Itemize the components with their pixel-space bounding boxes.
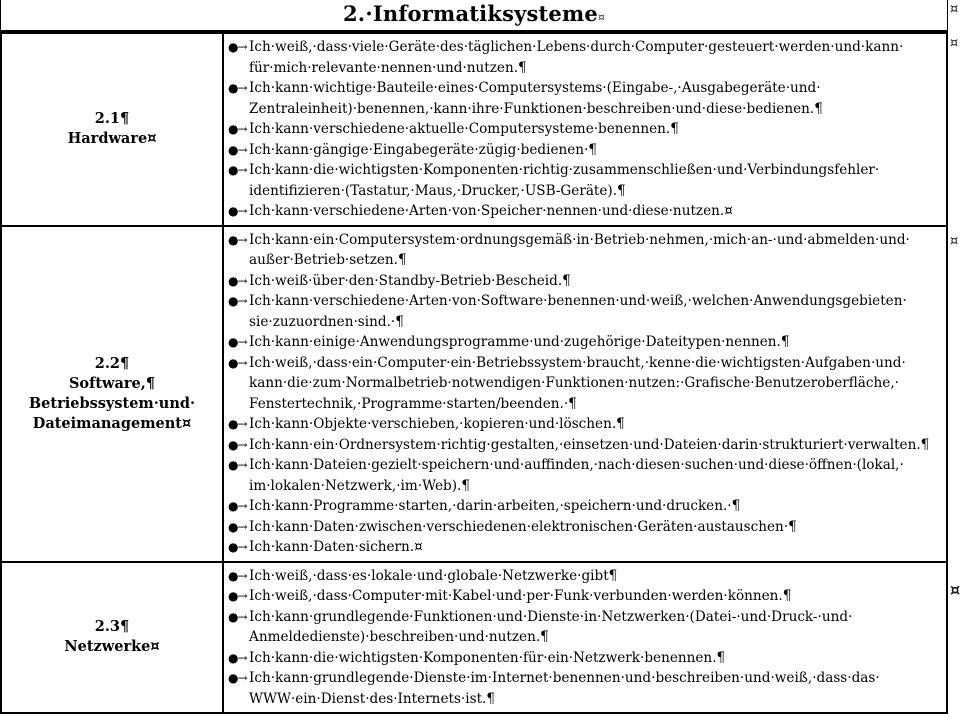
- section-heading-cell: [1, 33, 223, 226]
- list-item: ●→ Ich·kann·Programme·starten,·darin·arbeiten,·speichern·und·drucken.·¶: [228, 496, 940, 517]
- title-cell-mark: ¤: [597, 11, 605, 24]
- section-name: Software,¶: [68, 374, 156, 392]
- list-item: ●→ Ich·kann·ein·Ordnersystem·richtig·gestalten,·einsetzen·und·Dateien·darin·strukturiert·verwalten.¶: [228, 435, 940, 456]
- section-heading-cell: [1, 226, 223, 562]
- section-items-cell: [223, 226, 947, 562]
- bullet-arrow-icon: ●→: [228, 417, 247, 431]
- bullet-arrow-icon: ●→: [228, 589, 247, 603]
- list-item: ●→ Ich·kann·ein·Computersystem·ordnungsgemäß·in·Betrieb·nehmen,·mich·an-·und·abmelden·und· außer·Betrieb·setzen.¶: [228, 231, 910, 268]
- list-item: ●→ Ich·kann·die·wichtigsten·Komponenten·richtig·zusammenschließen·und·Verbindungsfehler· identifizieren·(Tastatur,·Maus,·Drucker,·USB-Geräte).¶: [228, 162, 880, 199]
- section-row: [1, 562, 947, 714]
- row-end-mark: ¤: [950, 580, 960, 599]
- list-item: ●→ Ich·kann·Dateien·gezielt·speichern·und·auffinden,·nach·diesen·suchen·und·diese·öffnen·(lokal,· im·lokalen·Netzwerk,·im·Web).¶: [228, 457, 904, 494]
- section-row: [1, 226, 947, 562]
- section-row: [1, 33, 947, 226]
- row-end-mark: ¤: [950, 36, 959, 51]
- section-name: Betriebssystem·und·: [28, 394, 196, 412]
- section-name: Netzwerke¤: [64, 638, 160, 656]
- bullet-arrow-icon: ●→: [228, 519, 247, 534]
- row-end-mark: ¤: [950, 2, 959, 17]
- section-items-cell: [223, 33, 947, 226]
- bullet-arrow-icon: ●→: [228, 609, 247, 624]
- bullet-arrow-icon: ●→: [228, 81, 247, 95]
- list-item: ●→ Ich·kann·gängige·Eingabegeräte·zügig·bedienen·¶: [228, 140, 940, 161]
- section-name: Hardware¤: [67, 130, 157, 148]
- bullet-arrow-icon: ●→: [228, 40, 247, 54]
- bullet-arrow-icon: ●→: [228, 163, 247, 177]
- list-item: ●→ Ich·kann·Daten·zwischen·verschiedenen·elektronischen·Geräten·austauschen·¶: [228, 517, 940, 538]
- list-item: ●→ Ich·weiß,·dass·Computer·mit·Kabel·und·per·Funk·verbunden·werden·können.¶: [228, 586, 940, 607]
- competency-list: [224, 563, 946, 713]
- list-item: ●→ Ich·kann·grundlegende·Dienste·im·Internet·benennen·und·beschreiben·und·weiß,·dass·das· WWW·ein·Dienst·des·Internets·ist.¶: [228, 670, 880, 707]
- section-name: Dateimanagement¤: [32, 414, 192, 432]
- section-items-cell: [223, 562, 947, 714]
- list-item: ●→ Ich·kann·wichtige·Bauteile·eines·Computersystems·(Eingabe-,·Ausgabegeräte·und· Zentraleinheit)·benennen,·kann·ihre·Funktionen·beschreiben·und·diese·bedienen.¶: [228, 80, 823, 117]
- bullet-arrow-icon: ●→: [228, 499, 247, 513]
- list-item: ●→ Ich·kann·die·wichtigsten·Komponenten·für·ein·Netzwerk·benennen.¶: [228, 648, 940, 669]
- competency-table: [0, 32, 948, 714]
- page-title: 2.·Informatiksysteme: [343, 1, 598, 26]
- bullet-arrow-icon: ●→: [228, 437, 247, 452]
- list-item: ●→ Ich·kann·grundlegende·Funktionen·und·Dienste·in·Netzwerken·(Datei-·und·Druck-·und· Anmeldedienste)·beschreiben·und·nutzen.¶: [228, 608, 853, 645]
- row-end-mark: ¤: [950, 234, 959, 249]
- bullet-arrow-icon: ●→: [228, 204, 247, 218]
- section-heading-cell: [1, 562, 223, 714]
- bullet-arrow-icon: ●→: [228, 294, 247, 308]
- section-number: 2.2¶: [94, 354, 130, 372]
- list-item: ●→ Ich·weiß,·dass·viele·Geräte·des·täglichen·Lebens·durch·Computer·gesteuert·werden·und·kann· für·mich·relevante·nennen·und·nutzen.¶: [228, 39, 904, 76]
- list-item: ●→ Ich·kann·Objekte·verschieben,·kopieren·und·löschen.¶: [228, 414, 940, 435]
- bullet-arrow-icon: ●→: [228, 232, 247, 247]
- bullet-arrow-icon: ●→: [228, 540, 247, 554]
- section-number: 2.1¶: [94, 110, 130, 128]
- bullet-arrow-icon: ●→: [228, 355, 247, 370]
- list-item: ●→ Ich·weiß·über·den·Standby-Betrieb·Bescheid.¶: [228, 271, 940, 292]
- competency-list: [224, 34, 946, 225]
- list-item: ●→ Ich·kann·verschiedene·Arten·von·Software·benennen·und·weiß,·welchen·Anwendungsgebieten· sie·zuzuordnen·sind.·¶: [228, 293, 907, 330]
- bullet-arrow-icon: ●→: [228, 335, 247, 349]
- list-item: ●→ Ich·weiß,·dass·es·lokale·und·globale·Netzwerke·gibt¶: [228, 566, 940, 587]
- bullet-arrow-icon: ●→: [228, 273, 247, 288]
- bullet-arrow-icon: ●→: [228, 568, 247, 583]
- list-item: ●→ Ich·weiß,·dass·ein·Computer·ein·Betriebssystem·braucht,·kenne·die·wichtigsten·Aufgaben·und· kann·die·zum·Normalbetrieb·notwendigen·Funktionen·nutzen:·Grafische·Benutzeroberfläche,· Fenstertechnik,·Programme·starten/beenden.·¶: [228, 354, 906, 412]
- list-item: ●→ Ich·kann·Daten·sichern.¤: [228, 537, 940, 558]
- list-item: ●→ Ich·kann·verschiedene·aktuelle·Computersysteme·benennen.¶: [228, 119, 940, 140]
- bullet-arrow-icon: ●→: [228, 122, 247, 136]
- competency-list: [224, 227, 946, 561]
- bullet-arrow-icon: ●→: [228, 650, 247, 665]
- list-item: ●→ Ich·kann·verschiedene·Arten·von·Speicher·nennen·und·diese·nutzen.¤: [228, 201, 940, 222]
- bullet-arrow-icon: ●→: [228, 142, 247, 157]
- bullet-arrow-icon: ●→: [228, 458, 247, 472]
- bullet-arrow-icon: ●→: [228, 671, 247, 685]
- list-item: ●→ Ich·kann·einige·Anwendungsprogramme·und·zugehörige·Dateitypen·nennen.¶: [228, 332, 940, 353]
- section-number: 2.3¶: [94, 618, 130, 636]
- title-cell: [0, 0, 948, 32]
